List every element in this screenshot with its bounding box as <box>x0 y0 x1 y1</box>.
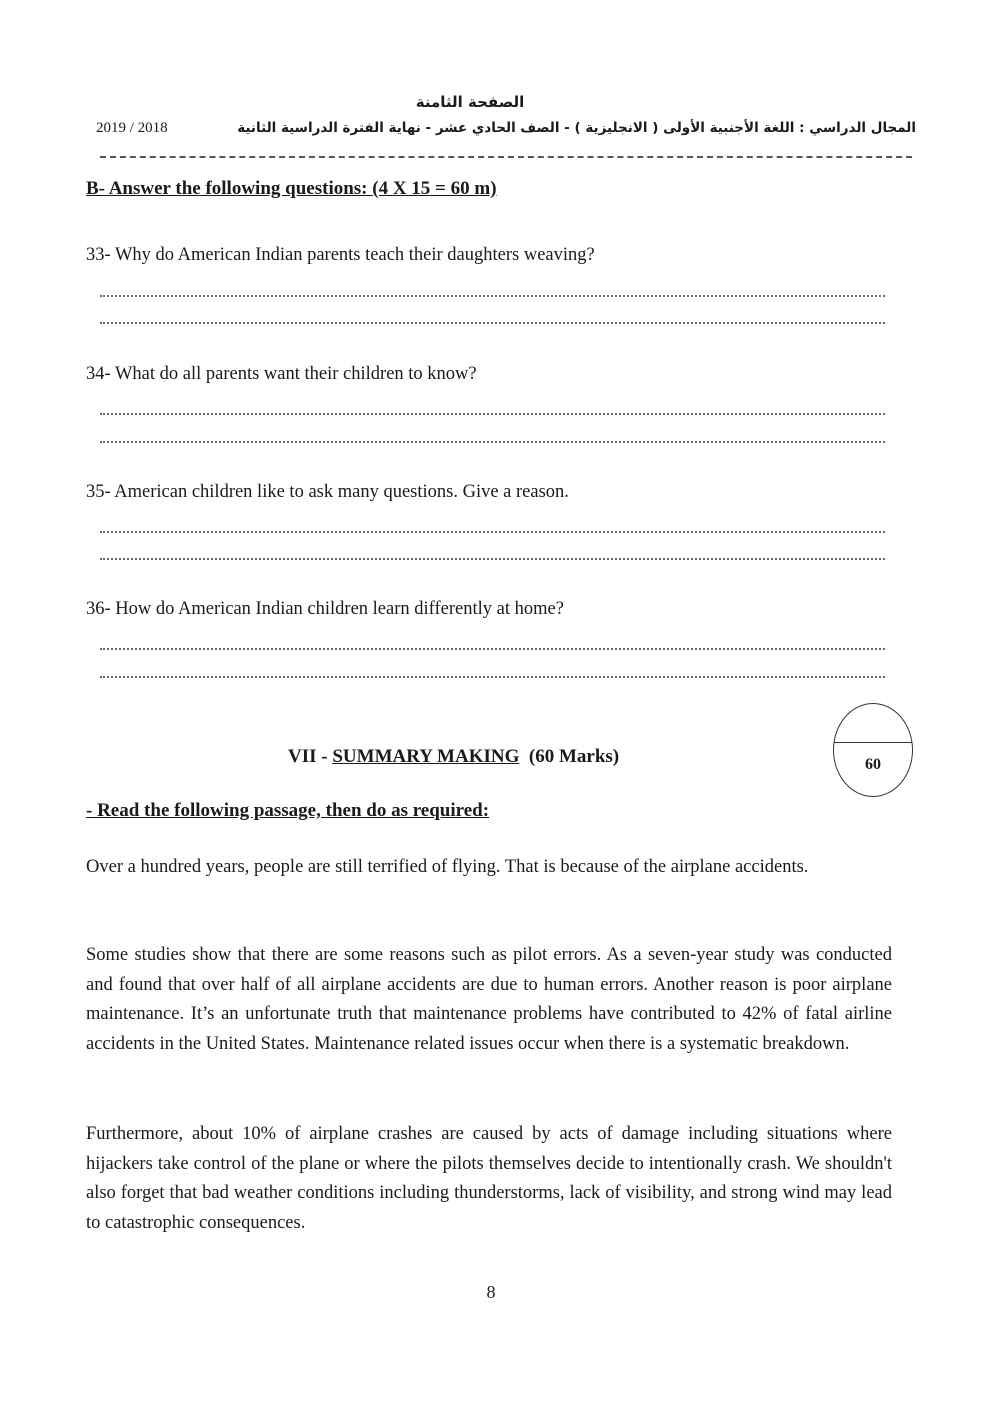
answer-line[interactable] <box>100 322 885 324</box>
section-vii-heading <box>288 746 619 768</box>
passage-instruction: - Read the following passage, then do as required: <box>86 800 490 821</box>
question-35: 35- American children like to ask many questions. Give a reason. <box>86 482 569 502</box>
answer-line[interactable] <box>100 531 885 533</box>
answer-line[interactable] <box>100 413 885 415</box>
passage-paragraph: Furthermore, about 10% of airplane crashes are caused by acts of damage including situations where hijackers take control of the plane or where the pilots themselves decide to intentionally crash. We shouldn't also forget that bad weather conditions including thunderstorms, lack of visibility, and strong wind may lead to catastrophic consequences. <box>86 1124 892 1233</box>
academic-year: 2019 / 2018 <box>96 120 168 136</box>
section-vii-marks: (60 Marks) <box>528 746 620 767</box>
answer-line[interactable] <box>100 295 885 297</box>
page-label-arabic: الصفحة الثامنة <box>415 93 525 111</box>
answer-line[interactable] <box>100 648 885 650</box>
passage-paragraph: Over a hundred years, people are still terrified of flying. That is because of the airplane accidents. <box>86 857 809 877</box>
section-vii-title: SUMMARY MAKING <box>332 746 520 767</box>
exam-header <box>96 120 916 137</box>
score-circle <box>833 703 913 797</box>
score-divider <box>834 742 912 743</box>
subject-line-arabic: المجال الدراسي : اللغة الأجنبية الأولى ( الانجليزية ) - الصف الحادي عشر - نهاية الفترة الدراسية الثانية <box>237 120 916 136</box>
page-number: 8 <box>486 1282 496 1302</box>
passage-paragraph: Some studies show that there are some reasons such as pilot errors. As a seven-year study was conducted and found that over half of all airplane accidents are due to human errors. Another reason is poor airplane maintenance. It’s an unfortunate truth that maintenance problems have contributed to 42% of fatal airline accidents in the United States. Maintenance related issues occur when there is a systematic breakdown. <box>86 945 892 1054</box>
section-vii-prefix: VII - <box>288 746 333 767</box>
question-36: 36- How do American Indian children learn differently at home? <box>86 599 564 619</box>
header-divider <box>100 156 912 158</box>
question-33: 33- Why do American Indian parents teach their daughters weaving? <box>86 245 595 265</box>
answer-line[interactable] <box>100 558 885 560</box>
answer-line[interactable] <box>100 676 885 678</box>
question-34: 34- What do all parents want their children to know? <box>86 364 477 384</box>
answer-line[interactable] <box>100 441 885 443</box>
score-value: 60 <box>865 756 881 773</box>
section-b-heading: B- Answer the following questions: (4 X 15 = 60 m) <box>86 178 497 199</box>
